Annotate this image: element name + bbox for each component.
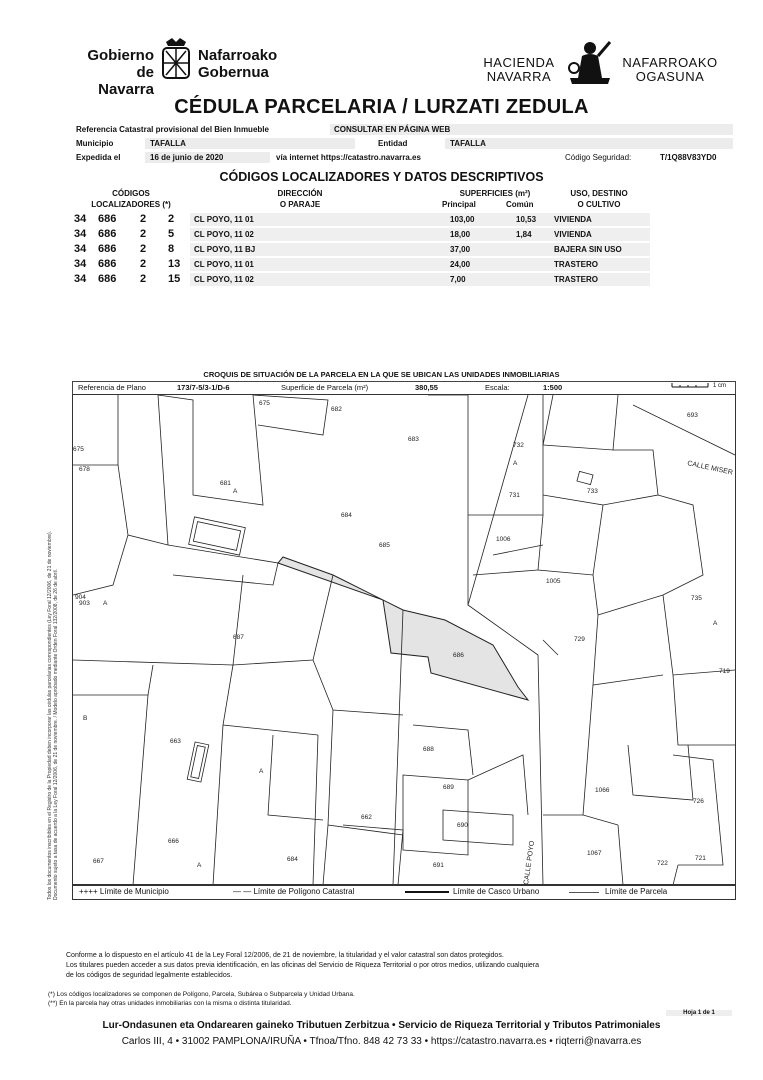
cell-c3: 2 [140,228,147,240]
footer-line2: Carlos III, 4 • 31002 PAMPLONA/IRUÑA • Tfnoa/Tfno. 848 42 73 33 • https://catastro.navarra.es • riqterri@navarra.es [121,1036,642,1047]
entidad-shade [445,138,733,149]
cell-uso: BAJERA SIN USO [554,245,622,254]
page-counter: Hoja 1 de 1 [666,1010,732,1016]
map-legend [72,884,736,900]
hacienda-right-text [620,56,720,84]
cadastral-map-svg [73,395,735,885]
footer-p1: Conforme a lo dispuesto en el artículo 41 de la Ley Foral 12/2006, de 21 de noviembre, la titularidad y el valor catastral son datos protegidos. [66,952,504,959]
svg-text:685: 685 [379,542,390,549]
page-title: CÉDULA PARCELARIA / LURZATI ZEDULA [174,96,589,118]
superficie-label: Superficie de Parcela (m²) [281,383,369,392]
svg-text:682: 682 [331,406,342,413]
cell-c4: 8 [168,243,175,255]
cell-principal: 103,00 [450,215,475,224]
side-note-line1: Todos los documentos inscribibles en el Registro de la Propiedad deben incorporar las cédulas parcelarias correspondientes (Ley Foral 12/2006, de 21 de noviembre). [47,530,53,900]
th-uso-2: O CULTIVO [577,200,621,209]
ref-label: Referencia Catastral provisional del Bien Inmueble [76,125,269,134]
svg-text:686: 686 [453,652,464,659]
svg-text:733: 733 [587,488,598,495]
cell-uso: VIVIENDA [554,215,592,224]
legend-casco: Límite de Casco Urbano [453,887,540,896]
cell-comun: 1,84 [516,230,532,239]
codigo-label: Código Seguridad: [565,153,632,162]
table-row [70,228,650,241]
svg-text:688: 688 [423,746,434,753]
superficie-value: 380,55 [415,383,438,392]
footer-p3: de los códigos de seguridad legalmente establecidos. [66,972,233,979]
svg-text:662: 662 [361,814,372,821]
section-subtitle: CÓDIGOS LOCALIZADORES Y DATOS DESCRIPTIVOS [219,170,544,184]
svg-text:1066: 1066 [595,787,610,794]
svg-text:729: 729 [574,636,585,643]
svg-text:721: 721 [695,855,706,862]
svg-text:689: 689 [443,784,454,791]
cell-principal: 7,00 [450,275,466,284]
gobierno-left-text [86,47,154,98]
th-direccion-1: DIRECCIÓN [277,189,323,198]
municipio-label: Municipio [76,139,114,148]
escala-value: 1:500 [543,383,563,392]
hacienda-figure-icon [560,38,618,88]
scale-bar-label: 1 cm [713,383,727,389]
footer-note1: (*) Los códigos localizadores se componen de Polígono, Parcela, Subárea o Subparcela y Unidad Urbana. [48,991,355,998]
cell-uso: VIVIENDA [554,230,592,239]
cell-c3: 2 [140,213,147,225]
ref-value: CONSULTAR EN PÁGINA WEB [334,125,451,134]
svg-text:693: 693 [687,412,698,419]
svg-text:A: A [259,768,264,775]
svg-text:A: A [103,600,108,607]
table-row [70,273,650,286]
entidad-value: TAFALLA [450,139,486,148]
cell-dir: CL POYO, 11 01 [194,215,254,224]
svg-text:690: 690 [457,822,468,829]
svg-text:683: 683 [408,436,419,443]
cell-dir: CL POYO, 11 02 [194,230,254,239]
cell-dir: CL POYO, 11 01 [194,260,254,269]
hacienda-left-text [483,56,555,84]
side-note [47,531,59,900]
ref-plano-label: Referencia de Plano [78,383,146,392]
footer-notes [48,990,355,1008]
footer-notice [66,951,706,981]
svg-text:663: 663 [170,738,181,745]
svg-text:681: 681 [220,480,231,487]
cell-c4: 2 [168,213,175,225]
hac-right-line2: OGASUNA [635,69,705,84]
svg-text:732: 732 [513,442,524,449]
cell-c3: 2 [140,258,147,270]
cell-dir: CL POYO, 11 BJ [194,245,256,254]
ref-plano-value: 173/7-5/3-1/D-6 [177,383,230,392]
legend-parcela-line [569,892,599,893]
svg-text:666: 666 [168,838,179,845]
svg-text:A: A [197,862,202,869]
th-principal: Principal [442,200,476,209]
side-note-line2: Documento sujeto a tasa de acuerdo a la Ley Foral 12/2006, de 21 de noviembre. / Modelo aprobado mediante Orden Foral 132/2008, de 26 de abril. [53,568,59,900]
cell-c1: 34 [74,228,87,240]
map-title: CROQUIS DE SITUACIÓN DE LA PARCELA EN LA QUE SE UBICAN LAS UNIDADES INMOBILIARIAS [203,370,560,379]
svg-text:1005: 1005 [546,578,561,585]
parcel-lines [73,395,735,885]
svg-text:691: 691 [433,862,444,869]
cell-uso: TRASTERO [554,260,598,269]
escala-label: Escala: [485,383,510,392]
footer-note2: (**) En la parcela hay otras unidades inmobiliarias con la misma o distinta titularidad. [48,1000,292,1007]
cell-c1: 34 [74,213,87,225]
gob-left-line1: Gobierno [87,47,154,64]
entidad-label: Entidad [378,139,408,148]
svg-text:684: 684 [287,856,298,863]
cell-dir: CL POYO, 11 02 [194,275,254,284]
th-superficies [440,188,550,210]
table-row [70,258,650,271]
expedida-label: Expedida el [76,153,121,162]
gobierno-right-text [198,47,277,81]
th-direccion [250,188,350,210]
navarra-shield-icon [158,36,194,86]
svg-text:675: 675 [259,400,270,407]
legend-municipio: ++++ Límite de Municipio [79,887,169,896]
svg-text:675: 675 [73,446,84,453]
svg-text:B: B [83,715,88,722]
cell-comun: 10,53 [516,215,537,224]
svg-text:735: 735 [691,595,702,602]
cell-c3: 2 [140,273,147,285]
cell-principal: 24,00 [450,260,471,269]
svg-text:1006: 1006 [496,536,511,543]
svg-text:687: 687 [233,634,244,641]
scale-bar-icon [671,381,709,391]
th-uso [555,188,643,210]
codigo-value: T/1Q88V83YD0 [660,153,717,162]
table-row [70,213,650,226]
svg-text:A: A [513,460,518,467]
cadastral-map [72,394,736,886]
svg-text:731: 731 [509,492,520,499]
svg-text:719: 719 [719,668,730,675]
svg-text:684: 684 [341,512,352,519]
cell-c4: 15 [168,273,181,285]
cell-c4: 13 [168,258,181,270]
th-codigos-2: LOCALIZADORES (*) [91,200,171,209]
cell-principal: 18,00 [450,230,471,239]
th-superficies-1: SUPERFICIES (m²) [459,189,531,198]
municipio-value: TAFALLA [150,139,186,148]
expedida-value: 16 de junio de 2020 [150,153,224,162]
svg-text:1067: 1067 [587,850,602,857]
street-calle-miser: CALLE MISER [686,460,734,477]
cell-c2: 686 [98,258,117,270]
cell-c1: 34 [74,243,87,255]
cell-c1: 34 [74,258,87,270]
via-text: vía internet https://catastro.navarra.es [276,153,421,162]
map-ref-bar [72,381,736,395]
cell-principal: 37,00 [450,245,471,254]
gob-left-line2: de Navarra [98,64,154,98]
svg-text:903: 903 [79,600,90,607]
legend-casco-line [405,891,449,893]
cell-c1: 34 [74,273,87,285]
svg-text:904: 904 [75,594,86,601]
legend-poligono: — — Límite de Polígono Catastral [233,887,355,896]
table-row [70,243,650,256]
svg-text:726: 726 [693,798,704,805]
cell-c2: 686 [98,228,117,240]
th-codigos-1: CÓDIGOS [112,189,150,198]
svg-text:A: A [233,488,238,495]
footer-p2: Los titulares pueden acceder a sus datos previa identificación, en las oficinas del Servicio de Riqueza Territorial o por otros medios, utilizando cualquiera [66,962,540,969]
hac-right-line1: NAFARROAKO [622,55,718,70]
hac-left-line2: NAVARRA [486,69,552,84]
th-codigos [76,188,186,210]
cell-c2: 686 [98,273,117,285]
svg-text:A: A [713,620,718,627]
gob-right-line1: Nafarroako [198,47,278,64]
svg-text:678: 678 [79,466,90,473]
th-direccion-2: O PARAJE [279,200,321,209]
footer-line1: Lur-Ondasunen eta Ondarearen gaineko Tributuen Zerbitzua • Servicio de Riqueza Territorial y Tributos Patrimoniales [102,1020,661,1031]
cell-uso: TRASTERO [554,275,598,284]
svg-text:722: 722 [657,860,668,867]
svg-text:667: 667 [93,858,104,865]
th-superficies-sub [440,199,550,210]
cell-c3: 2 [140,243,147,255]
th-uso-1: USO, DESTINO [570,189,628,198]
street-calle-poyo: CALLE POYO [523,840,537,885]
th-comun: Común [506,200,534,209]
hac-left-line1: HACIENDA [483,55,555,70]
legend-parcela: Límite de Parcela [605,887,668,896]
gob-right-line2: Gobernua [198,64,269,81]
cell-c4: 5 [168,228,175,240]
cell-c2: 686 [98,243,117,255]
cell-c2: 686 [98,213,117,225]
